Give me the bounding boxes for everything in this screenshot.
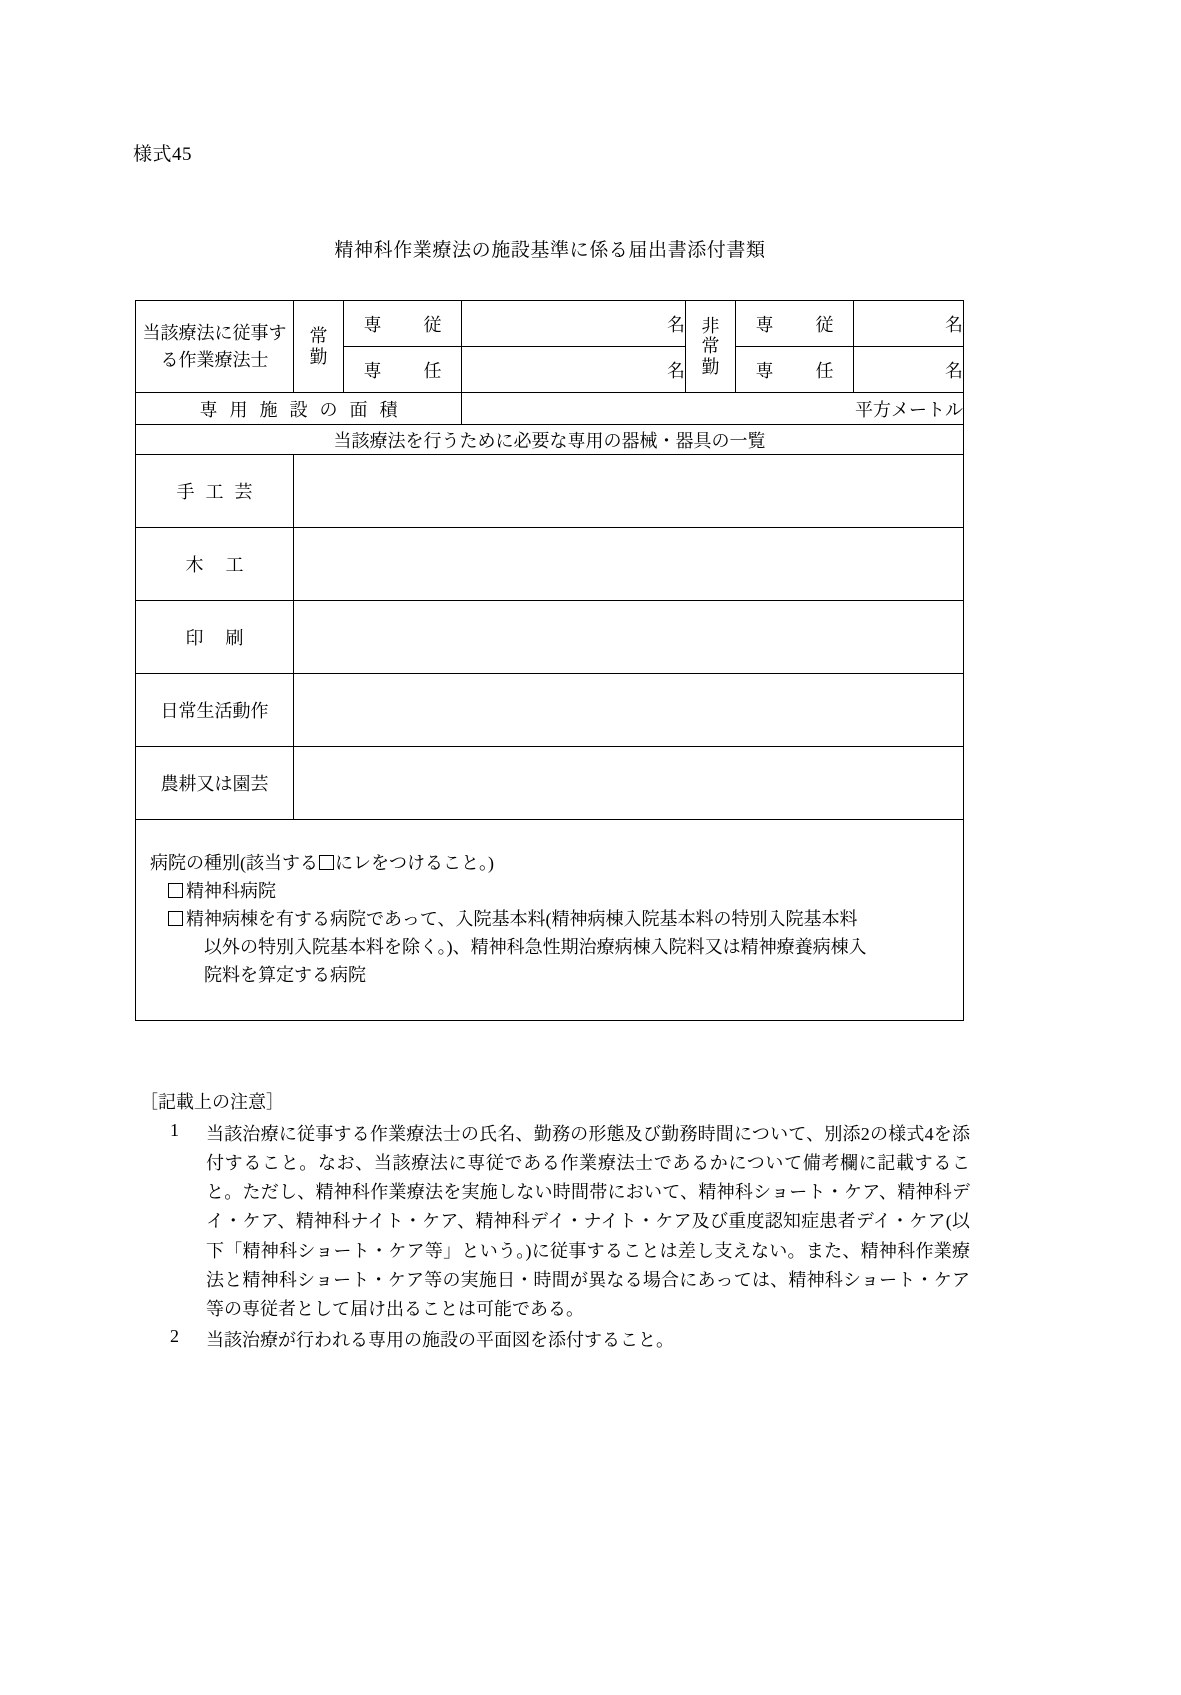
note-item-1 [140, 1120, 970, 1324]
equipment-header-label: 当該療法を行うために必要な専用の器械・器具の一覧 [136, 425, 964, 455]
fulltime-label-char-1: 常 [309, 326, 328, 347]
document-title: 精神科作業療法の施設基準に係る届出書添付書類 [334, 240, 766, 261]
parttime-sennin-value-cell[interactable] [854, 347, 964, 393]
hospital-type-heading-suffix: にレをつけること。) [335, 853, 494, 874]
parttime-senju-label: 専 従 [736, 301, 854, 347]
hospital-type-heading [150, 850, 963, 878]
parttime-sennin-label: 専 任 [736, 347, 854, 393]
note-text-1: 当該治療に従事する作業療法士の氏名、勤務の形態及び勤務時間について、別添2の様式4を添付すること。なお、当該療法に専従である作業療法士であるかについて備考欄に記載すること。ただし、精神科作業療法を実施しない時間帯において、精神科ショート・ケア、精神科デイ・ケア、精神科ナイト・ケア、精神科デイ・ナイト・ケア及び重度認知症患者デイ・ケア(以下「精神科ショート・ケア等」という。)に従事することは差し支えない。また、精神科作業療法と精神科ショート・ケア等の実施日・時間が異なる場合にあっては、精神科ショート・ケア等の専従者として届け出ることは可能である。 [206, 1124, 970, 1319]
notes-section [140, 1088, 970, 1357]
parttime-senju-unit: 名 [945, 314, 963, 335]
hospital-type-heading-prefix: 病院の種別(該当する [150, 853, 318, 874]
hospital-type-row [136, 820, 964, 1021]
equipment-row-handicraft [136, 455, 964, 528]
hospital-type-option-1-label: 精神科病院 [186, 881, 276, 902]
staff-row-senju [136, 301, 964, 347]
form-number: 様式45 [133, 144, 193, 165]
fulltime-senju-unit: 名 [667, 314, 685, 335]
checkbox-glyph-icon [319, 855, 334, 870]
area-row [136, 393, 964, 425]
notes-title: ［記載上の注意］ [140, 1092, 284, 1112]
equipment-row-printing [136, 601, 964, 674]
hospital-type-option-2-line-3: 院料を算定する病院 [204, 964, 366, 985]
equipment-label-adl: 日常生活動作 [136, 674, 294, 747]
parttime-label-char-1: 非 [701, 316, 720, 337]
parttime-label [686, 301, 736, 393]
equipment-row-woodwork [136, 528, 964, 601]
checkbox-icon-option-2[interactable] [168, 911, 183, 926]
note-text-2: 当該治療が行われる専用の施設の平面図を添付すること。 [206, 1330, 674, 1351]
hospital-type-option-2-label: 精神病棟を有する病院であって、入院基本料(精神病棟入院基本料の特別入院基本料 [186, 909, 858, 930]
hospital-type-inner [136, 850, 963, 989]
fulltime-sennin-value-cell[interactable] [462, 347, 686, 393]
fulltime-label-char-2: 勤 [309, 346, 328, 367]
equipment-value-handicraft[interactable] [294, 455, 964, 528]
hospital-type-option-2-line-2: 以外の特別入院基本料を除く。)、精神科急性期治療病棟入院料又は精神療養病棟入 [204, 936, 867, 957]
fulltime-label [294, 301, 344, 393]
area-value-cell[interactable] [462, 393, 964, 425]
equipment-value-printing[interactable] [294, 601, 964, 674]
equipment-value-adl[interactable] [294, 674, 964, 747]
fulltime-sennin-unit: 名 [667, 360, 685, 381]
parttime-label-char-3: 勤 [701, 356, 720, 377]
equipment-label-farming: 農耕又は園芸 [136, 747, 294, 820]
hospital-type-cell [136, 820, 964, 1021]
equipment-row-adl [136, 674, 964, 747]
equipment-value-woodwork[interactable] [294, 528, 964, 601]
parttime-label-char-2: 常 [701, 336, 720, 357]
fulltime-senju-value-cell[interactable] [462, 301, 686, 347]
facility-standard-form-table [135, 300, 964, 1021]
area-unit: 平方メートル [855, 399, 963, 420]
note-number-1: 1 [170, 1120, 179, 1140]
equipment-label-printing: 印刷 [136, 601, 294, 674]
checkbox-icon-option-1[interactable] [168, 883, 183, 898]
equipment-label-handicraft: 手工芸 [136, 455, 294, 528]
equipment-header-row [136, 425, 964, 455]
hospital-type-option-psychiatric-ward-hospital[interactable] [150, 906, 963, 990]
hospital-type-option-psychiatric-hospital[interactable] [150, 878, 963, 906]
staff-row-label-text: 当該療法に従事する作業療法士 [142, 323, 287, 370]
note-number-2: 2 [170, 1326, 179, 1347]
staff-row-label [136, 301, 294, 393]
area-label: 専用施設の面積 [136, 393, 462, 425]
equipment-value-farming[interactable] [294, 747, 964, 820]
fulltime-senju-label: 専 従 [344, 301, 462, 347]
equipment-row-farming [136, 747, 964, 820]
note-item-2 [140, 1326, 970, 1355]
parttime-sennin-unit: 名 [945, 360, 963, 381]
equipment-label-woodwork: 木工 [136, 528, 294, 601]
fulltime-sennin-label: 専 任 [344, 347, 462, 393]
parttime-senju-value-cell[interactable] [854, 301, 964, 347]
